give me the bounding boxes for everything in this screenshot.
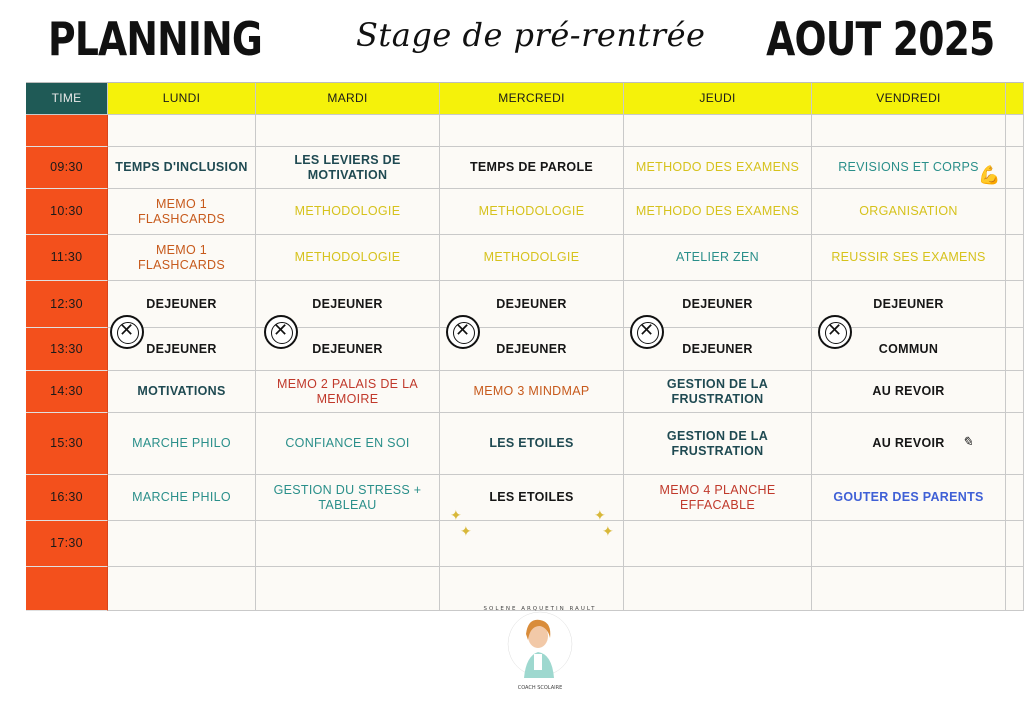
schedule-cell: ORGANISATION (812, 189, 1006, 235)
schedule-cell: GESTION DE LA FRUSTRATION (624, 413, 812, 475)
schedule-cell: COMMUN (812, 328, 1006, 371)
plate-icon (818, 315, 852, 349)
schedule-cell: REUSSIR SES EXAMENS (812, 235, 1006, 281)
time-cell (26, 115, 108, 147)
schedule-cell: DEJEUNER (440, 328, 624, 371)
schedule-cell (256, 521, 440, 567)
schedule-cell: DEJEUNER (108, 281, 256, 328)
logo-name: SOLENE ARQUETIN RAULT (483, 606, 597, 612)
schedule-cell: CONFIANCE EN SOI (256, 413, 440, 475)
sparkle-icon: ✦ (450, 507, 462, 523)
schedule-cell (440, 115, 624, 147)
schedule-cell (812, 521, 1006, 567)
schedule-cell: DEJEUNER (812, 281, 1006, 328)
schedule-cell: AU REVOIR (812, 413, 1006, 475)
schedule-cell (624, 567, 812, 611)
schedule-cell: DEJEUNER (440, 281, 624, 328)
schedule-cell-extra (1006, 147, 1024, 189)
schedule-cell: LES ETOILES (440, 475, 624, 521)
schedule-cell-extra (1006, 475, 1024, 521)
time-cell: 14:30 (26, 371, 108, 413)
logo-subtitle: COACH SCOLAIRE (517, 685, 563, 691)
schedule-cell: DEJEUNER (256, 328, 440, 371)
schedule-cell-extra (1006, 521, 1024, 567)
schedule-cell: GESTION DU STRESS + TABLEAU (256, 475, 440, 521)
schedule-cell: DEJEUNER (624, 281, 812, 328)
header-day-2: MARDI (256, 83, 440, 115)
title-date: AOUT 2025 (765, 12, 994, 66)
schedule-cell: METHODO DES EXAMENS (624, 147, 812, 189)
schedule-cell: TEMPS DE PAROLE (440, 147, 624, 189)
bye-icon: ✎ (962, 435, 973, 450)
schedule-cell: LES ETOILES (440, 413, 624, 475)
schedule-cell (256, 115, 440, 147)
schedule-cell: MEMO 1 FLASHCARDS (108, 235, 256, 281)
schedule-cell: METHODOLOGIE (440, 189, 624, 235)
schedule-cell: MARCHE PHILO (108, 413, 256, 475)
schedule-cell: MEMO 1 FLASHCARDS (108, 189, 256, 235)
schedule-cell: METHODO DES EXAMENS (624, 189, 812, 235)
schedule-cell: DEJEUNER (256, 281, 440, 328)
schedule-cell-extra (1006, 235, 1024, 281)
schedule-cell-extra (1006, 189, 1024, 235)
schedule-cell: MARCHE PHILO (108, 475, 256, 521)
title-stage: Stage de pré-rentrée (356, 16, 706, 54)
schedule-cell: AU REVOIR (812, 371, 1006, 413)
schedule-cell: ATELIER ZEN (624, 235, 812, 281)
schedule-cell: GESTION DE LA FRUSTRATION (624, 371, 812, 413)
time-cell: 16:30 (26, 475, 108, 521)
schedule-cell (256, 567, 440, 611)
header-day-1: LUNDI (108, 83, 256, 115)
schedule-cell-extra (1006, 567, 1024, 611)
header-day-5: VENDREDI (812, 83, 1006, 115)
schedule-cell (812, 567, 1006, 611)
schedule-cell (624, 521, 812, 567)
header-day-3: MERCREDI (440, 83, 624, 115)
schedule-cell (812, 115, 1006, 147)
schedule-cell-extra (1006, 328, 1024, 371)
plate-icon (446, 315, 480, 349)
sparkle-icon: ✦ (594, 507, 606, 523)
schedule-cell: DEJEUNER (108, 328, 256, 371)
schedule-cell-extra (1006, 413, 1024, 475)
sparkle-icon: ✦ (460, 523, 472, 539)
schedule-cell: METHODOLOGIE (256, 189, 440, 235)
schedule-cell: METHODOLOGIE (256, 235, 440, 281)
time-cell: 12:30 (26, 281, 108, 328)
schedule-cell (624, 115, 812, 147)
time-cell: 10:30 (26, 189, 108, 235)
schedule-cell-extra (1006, 371, 1024, 413)
schedule-cell: MEMO 3 MINDMAP (440, 371, 624, 413)
header-day-4: JEUDI (624, 83, 812, 115)
schedule-grid (26, 82, 1024, 600)
schedule-cell (108, 115, 256, 147)
plate-icon (630, 315, 664, 349)
sparkle-icon: ✦ (602, 523, 614, 539)
plate-icon (110, 315, 144, 349)
header-time: TIME (26, 83, 108, 115)
coach-logo (483, 604, 597, 694)
schedule-cell: MOTIVATIONS (108, 371, 256, 413)
schedule-cell: MEMO 4 PLANCHE EFFACABLE (624, 475, 812, 521)
schedule-cell: REVISIONS ET CORPS (812, 147, 1006, 189)
time-cell: 11:30 (26, 235, 108, 281)
time-cell (26, 567, 108, 611)
schedule-cell: TEMPS D'INCLUSION (108, 147, 256, 189)
schedule-cell: MEMO 2 PALAIS DE LA MEMOIRE (256, 371, 440, 413)
schedule-cell-extra (1006, 281, 1024, 328)
schedule-cell (108, 567, 256, 611)
schedule-cell (108, 521, 256, 567)
schedule-cell: GOUTER DES PARENTS (812, 475, 1006, 521)
title-planning: PLANNING (48, 12, 263, 66)
time-cell: 17:30 (26, 521, 108, 567)
schedule-cell: METHODOLGIE (440, 235, 624, 281)
schedule-cell-extra (1006, 115, 1024, 147)
schedule-cell: DEJEUNER (624, 328, 812, 371)
schedule-cell: LES LEVIERS DE MOTIVATION (256, 147, 440, 189)
header-extra (1006, 83, 1024, 115)
time-cell: 13:30 (26, 328, 108, 371)
muscle-icon: 💪 (978, 165, 1001, 185)
time-cell: 15:30 (26, 413, 108, 475)
plate-icon (264, 315, 298, 349)
time-cell: 09:30 (26, 147, 108, 189)
